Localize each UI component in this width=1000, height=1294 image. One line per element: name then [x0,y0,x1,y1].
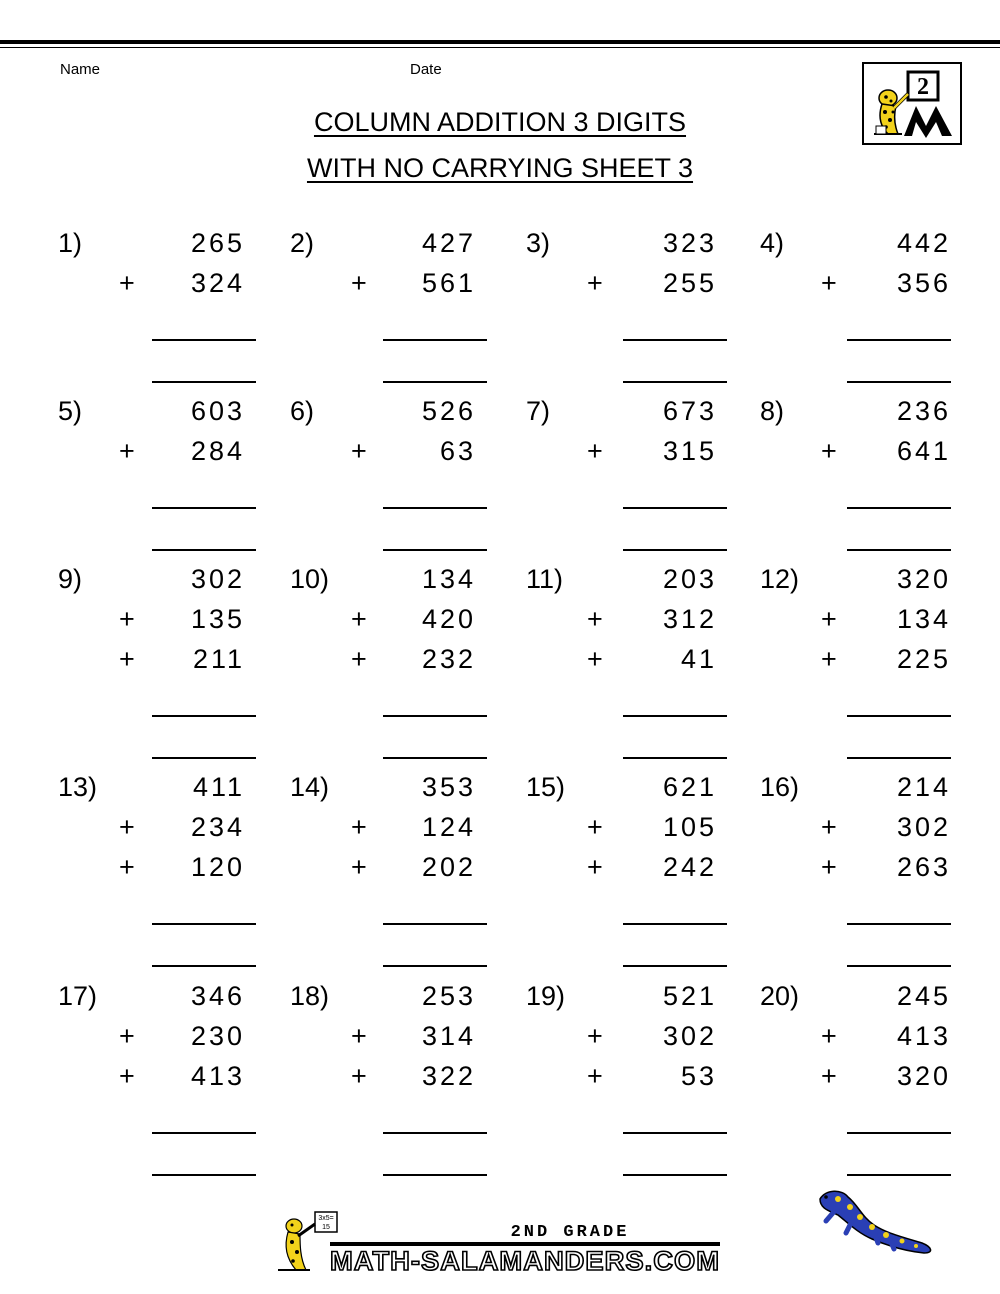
addend: 284 [190,436,245,466]
addend: 135 [190,604,245,634]
addend: 202 [421,852,476,882]
addend: 124 [421,812,476,842]
addend: 41 [680,644,717,674]
answer-line[interactable] [383,965,487,967]
problem-number: 8) [760,396,785,426]
sum-line [623,715,727,717]
addend: 236 [896,396,951,426]
addend: 320 [896,1061,951,1091]
plus-sign: + [821,644,837,674]
problem-number: 6) [290,396,315,426]
blue-salamander-icon [812,1185,937,1265]
footer-logo [270,1210,730,1280]
plus-sign: + [351,812,367,842]
answer-line[interactable] [383,757,487,759]
board-text-top: 3x5= [318,1215,334,1222]
answer-line[interactable] [152,381,256,383]
title-text-2: WITH NO CARRYING SHEET 3 [306,153,694,183]
plus-sign: + [351,436,367,466]
plus-sign: + [587,604,603,634]
sum-line [623,507,727,509]
addend: 315 [662,436,717,466]
problem-number: 20) [760,981,800,1011]
problem-number: 1) [58,228,83,258]
sum-line [152,339,256,341]
plus-sign: + [119,812,135,842]
top-rule-thin [0,47,1000,48]
problem-number: 11) [526,564,564,594]
problem-number: 3) [526,228,551,258]
sum-line [152,923,256,925]
answer-line[interactable] [152,549,256,551]
problem-number: 9) [58,564,83,594]
addend: 302 [662,1021,717,1051]
addend: 411 [192,772,245,802]
plus-sign: + [351,1061,367,1091]
problem-number: 2) [290,228,315,258]
addend: 641 [896,436,951,466]
answer-line[interactable] [623,965,727,967]
problem-number: 4) [760,228,785,258]
sum-line [623,923,727,925]
title-text-1: COLUMN ADDITION 3 DIGITS [313,107,687,137]
addend: 211 [192,644,245,674]
answer-line[interactable] [847,965,951,967]
sum-line [623,339,727,341]
addend: 314 [421,1021,476,1051]
addend: 234 [190,812,245,842]
addend: 63 [439,436,476,466]
salamander-teacher-icon [864,64,960,143]
answer-line[interactable] [623,549,727,551]
answer-line[interactable] [847,549,951,551]
addend: 413 [896,1021,951,1051]
answer-line[interactable] [847,757,951,759]
answer-line[interactable] [152,757,256,759]
addend: 353 [421,772,476,802]
addend: 203 [662,564,717,594]
answer-line[interactable] [383,381,487,383]
answer-line[interactable] [847,381,951,383]
addend: 263 [896,852,951,882]
answer-line[interactable] [383,549,487,551]
problem-number: 19) [526,981,566,1011]
addend: 526 [421,396,476,426]
plus-sign: + [351,268,367,298]
sum-line [383,507,487,509]
answer-line[interactable] [847,1174,951,1176]
site-text: MATH-SALAMANDERS.COM [330,1246,720,1276]
problem-number: 7) [526,396,551,426]
addend: 413 [190,1061,245,1091]
problem-number: 12) [760,564,800,594]
addend: 324 [190,268,245,298]
plus-sign: + [119,436,135,466]
addend: 53 [680,1061,717,1091]
problem-number: 17) [58,981,98,1011]
sum-line [383,339,487,341]
problem-number: 13) [58,772,98,802]
plus-sign: + [821,604,837,634]
problem-number: 18) [290,981,330,1011]
sum-line [152,1132,256,1134]
addend: 561 [421,268,476,298]
logo-digit: 2 [917,74,929,100]
addend: 603 [190,396,245,426]
plus-sign: + [821,852,837,882]
blue-salamander [812,1185,937,1265]
addend: 232 [421,644,476,674]
plus-sign: + [119,1061,135,1091]
grade-logo [862,62,962,145]
problem-number: 16) [760,772,800,802]
addend: 320 [896,564,951,594]
plus-sign: + [821,812,837,842]
sum-line [847,1132,951,1134]
plus-sign: + [351,644,367,674]
plus-sign: + [119,644,135,674]
sum-line [847,507,951,509]
addend: 420 [421,604,476,634]
problem-number: 15) [526,772,566,802]
plus-sign: + [351,852,367,882]
worksheet-title-line1 [0,106,1000,138]
plus-sign: + [587,1021,603,1051]
addend: 323 [662,228,717,258]
plus-sign: + [587,1061,603,1091]
sum-line [152,715,256,717]
plus-sign: + [587,812,603,842]
addend: 253 [421,981,476,1011]
addend: 312 [662,604,717,634]
plus-sign: + [351,604,367,634]
plus-sign: + [351,1021,367,1051]
addend: 255 [662,268,717,298]
sum-line [383,923,487,925]
answer-line[interactable] [152,1174,256,1176]
math-salamanders-logo [270,1210,730,1280]
addend: 265 [190,228,245,258]
plus-sign: + [119,268,135,298]
grade-text: 2ND GRADE [510,1223,630,1242]
sum-line [847,923,951,925]
addend: 346 [190,981,245,1011]
answer-line[interactable] [383,1174,487,1176]
addend: 245 [896,981,951,1011]
name-label: Name [60,61,101,78]
sum-line [847,339,951,341]
addend: 230 [190,1021,245,1051]
plus-sign: + [587,436,603,466]
plus-sign: + [587,852,603,882]
answer-line[interactable] [152,965,256,967]
addend: 134 [421,564,476,594]
addend: 322 [421,1061,476,1091]
addend: 105 [662,812,717,842]
plus-sign: + [587,644,603,674]
addend: 521 [662,981,717,1011]
sum-line [383,715,487,717]
addend: 673 [662,396,717,426]
addend: 442 [896,228,951,258]
plus-sign: + [821,1061,837,1091]
addend: 356 [896,268,951,298]
addend: 427 [421,228,476,258]
problem-number: 5) [58,396,83,426]
addend: 302 [896,812,951,842]
problem-number: 14) [290,772,330,802]
sum-line [623,1132,727,1134]
answer-line[interactable] [623,381,727,383]
top-rule-thick [0,40,1000,44]
addend: 214 [896,772,951,802]
plus-sign: + [821,1021,837,1051]
plus-sign: + [821,436,837,466]
board-text-bottom: 15 [322,1224,330,1231]
addend: 225 [896,644,951,674]
problem-number: 10) [290,564,330,594]
addend: 242 [662,852,717,882]
plus-sign: + [587,268,603,298]
plus-sign: + [119,604,135,634]
plus-sign: + [821,268,837,298]
date-label: Date [410,61,442,78]
plus-sign: + [119,852,135,882]
sum-line [152,507,256,509]
addend: 120 [190,852,245,882]
addend: 302 [190,564,245,594]
addend: 134 [896,604,951,634]
worksheet-title-line2 [0,152,1000,184]
answer-line[interactable] [623,1174,727,1176]
answer-line[interactable] [623,757,727,759]
sum-line [383,1132,487,1134]
addend: 621 [662,772,717,802]
plus-sign: + [119,1021,135,1051]
sum-line [847,715,951,717]
